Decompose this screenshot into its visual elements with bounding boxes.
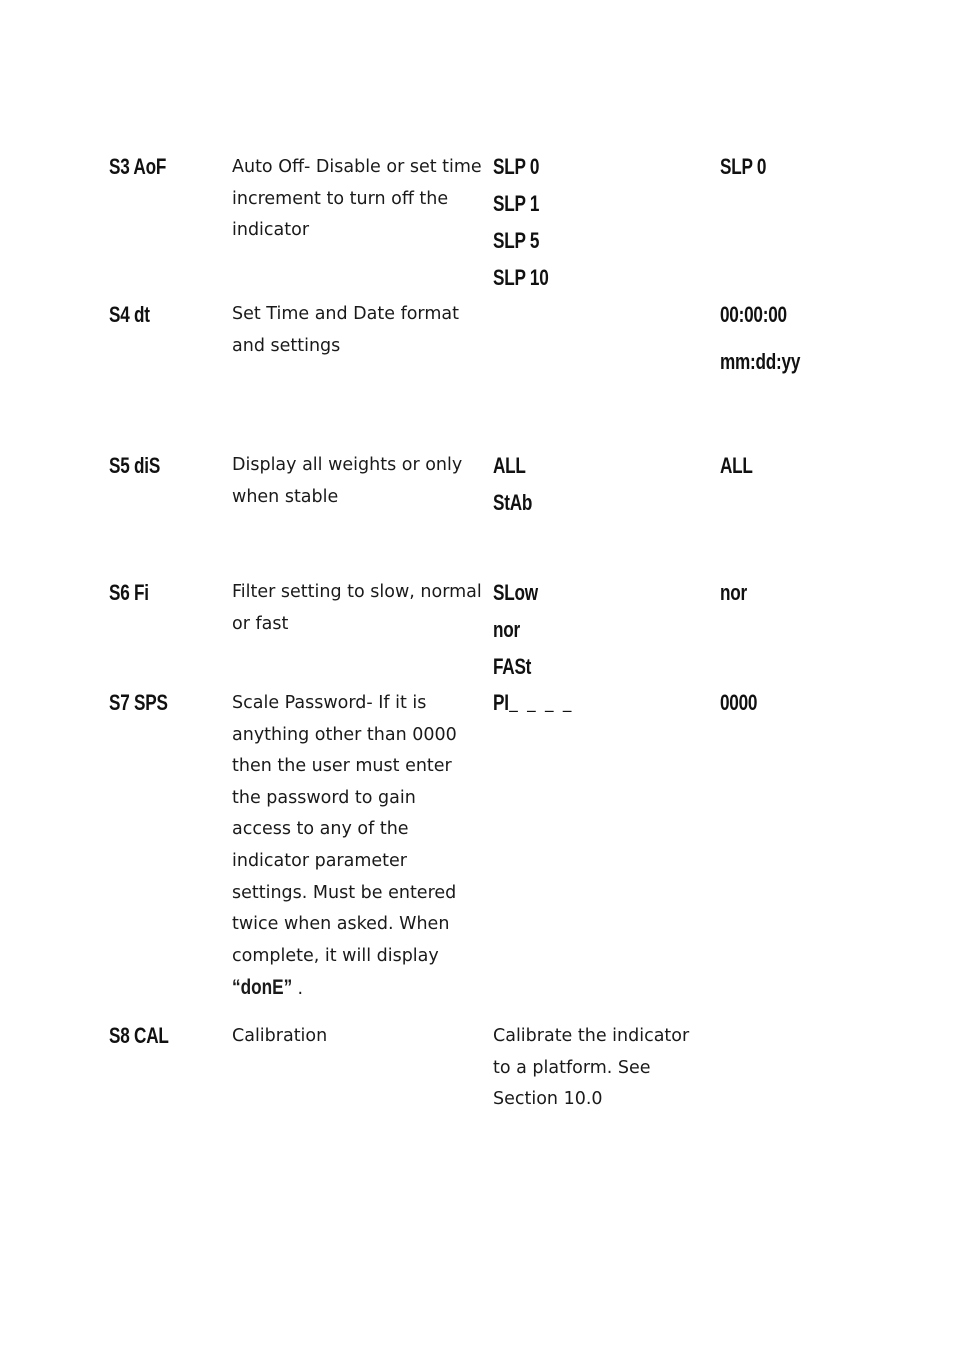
description-end: . (297, 979, 304, 1000)
setting-code: S3 AoF (109, 154, 167, 179)
default-value: SLP 0 (720, 154, 767, 179)
setting-description: Calibration (232, 1026, 328, 1046)
setting-code: S8 CAL (109, 1023, 169, 1048)
default-time-format: 00:00:00 (720, 302, 787, 327)
setting-options (493, 691, 713, 715)
description-text: Scale Password- If it is anything other than 0000 then the user must enter the password to gain access to any of the indicator parameter settings. Must be entered twice when asked. When complete, it will display (232, 693, 457, 966)
done-emphasis: “donE” (232, 976, 293, 1000)
setting-description: Filter setting to slow, normal or fast (232, 582, 482, 634)
option-value: SLow (493, 580, 538, 605)
option-value: StAb (493, 490, 533, 515)
option-value: FASt (493, 654, 532, 679)
option-value: SLP 5 (493, 228, 540, 253)
option-prefix: PI (493, 690, 509, 715)
default-date-format: mm:dd:yy (720, 349, 801, 374)
setting-code: S7 SPS (109, 690, 168, 715)
option-value: nor (493, 617, 520, 642)
setting-description: Set Time and Date format and settings (232, 304, 459, 356)
setting-code: S4 dt (109, 302, 150, 327)
setting-options (493, 447, 713, 521)
default-value: ALL (720, 453, 753, 478)
setting-options (493, 574, 713, 685)
setting-options (493, 148, 713, 296)
setting-description: Auto Off- Disable or set time increment to turn off the indicator (232, 157, 482, 241)
option-value: SLP 10 (493, 265, 549, 290)
default-value: 0000 (720, 690, 758, 715)
setting-options: Calibrate the indicator to a platform. See Section 10.0 (493, 1026, 690, 1110)
default-value: nor (720, 580, 747, 605)
setting-description: Display all weights or only when stable (232, 455, 463, 507)
setting-code: S6 Fi (109, 580, 149, 605)
password-blanks: _ _ _ _ (509, 693, 574, 713)
option-value: ALL (493, 453, 526, 478)
option-value: SLP 1 (493, 191, 540, 216)
setting-description (232, 688, 477, 1006)
default-value (720, 303, 823, 385)
setting-code: S5 diS (109, 453, 161, 478)
option-value: SLP 0 (493, 154, 540, 179)
